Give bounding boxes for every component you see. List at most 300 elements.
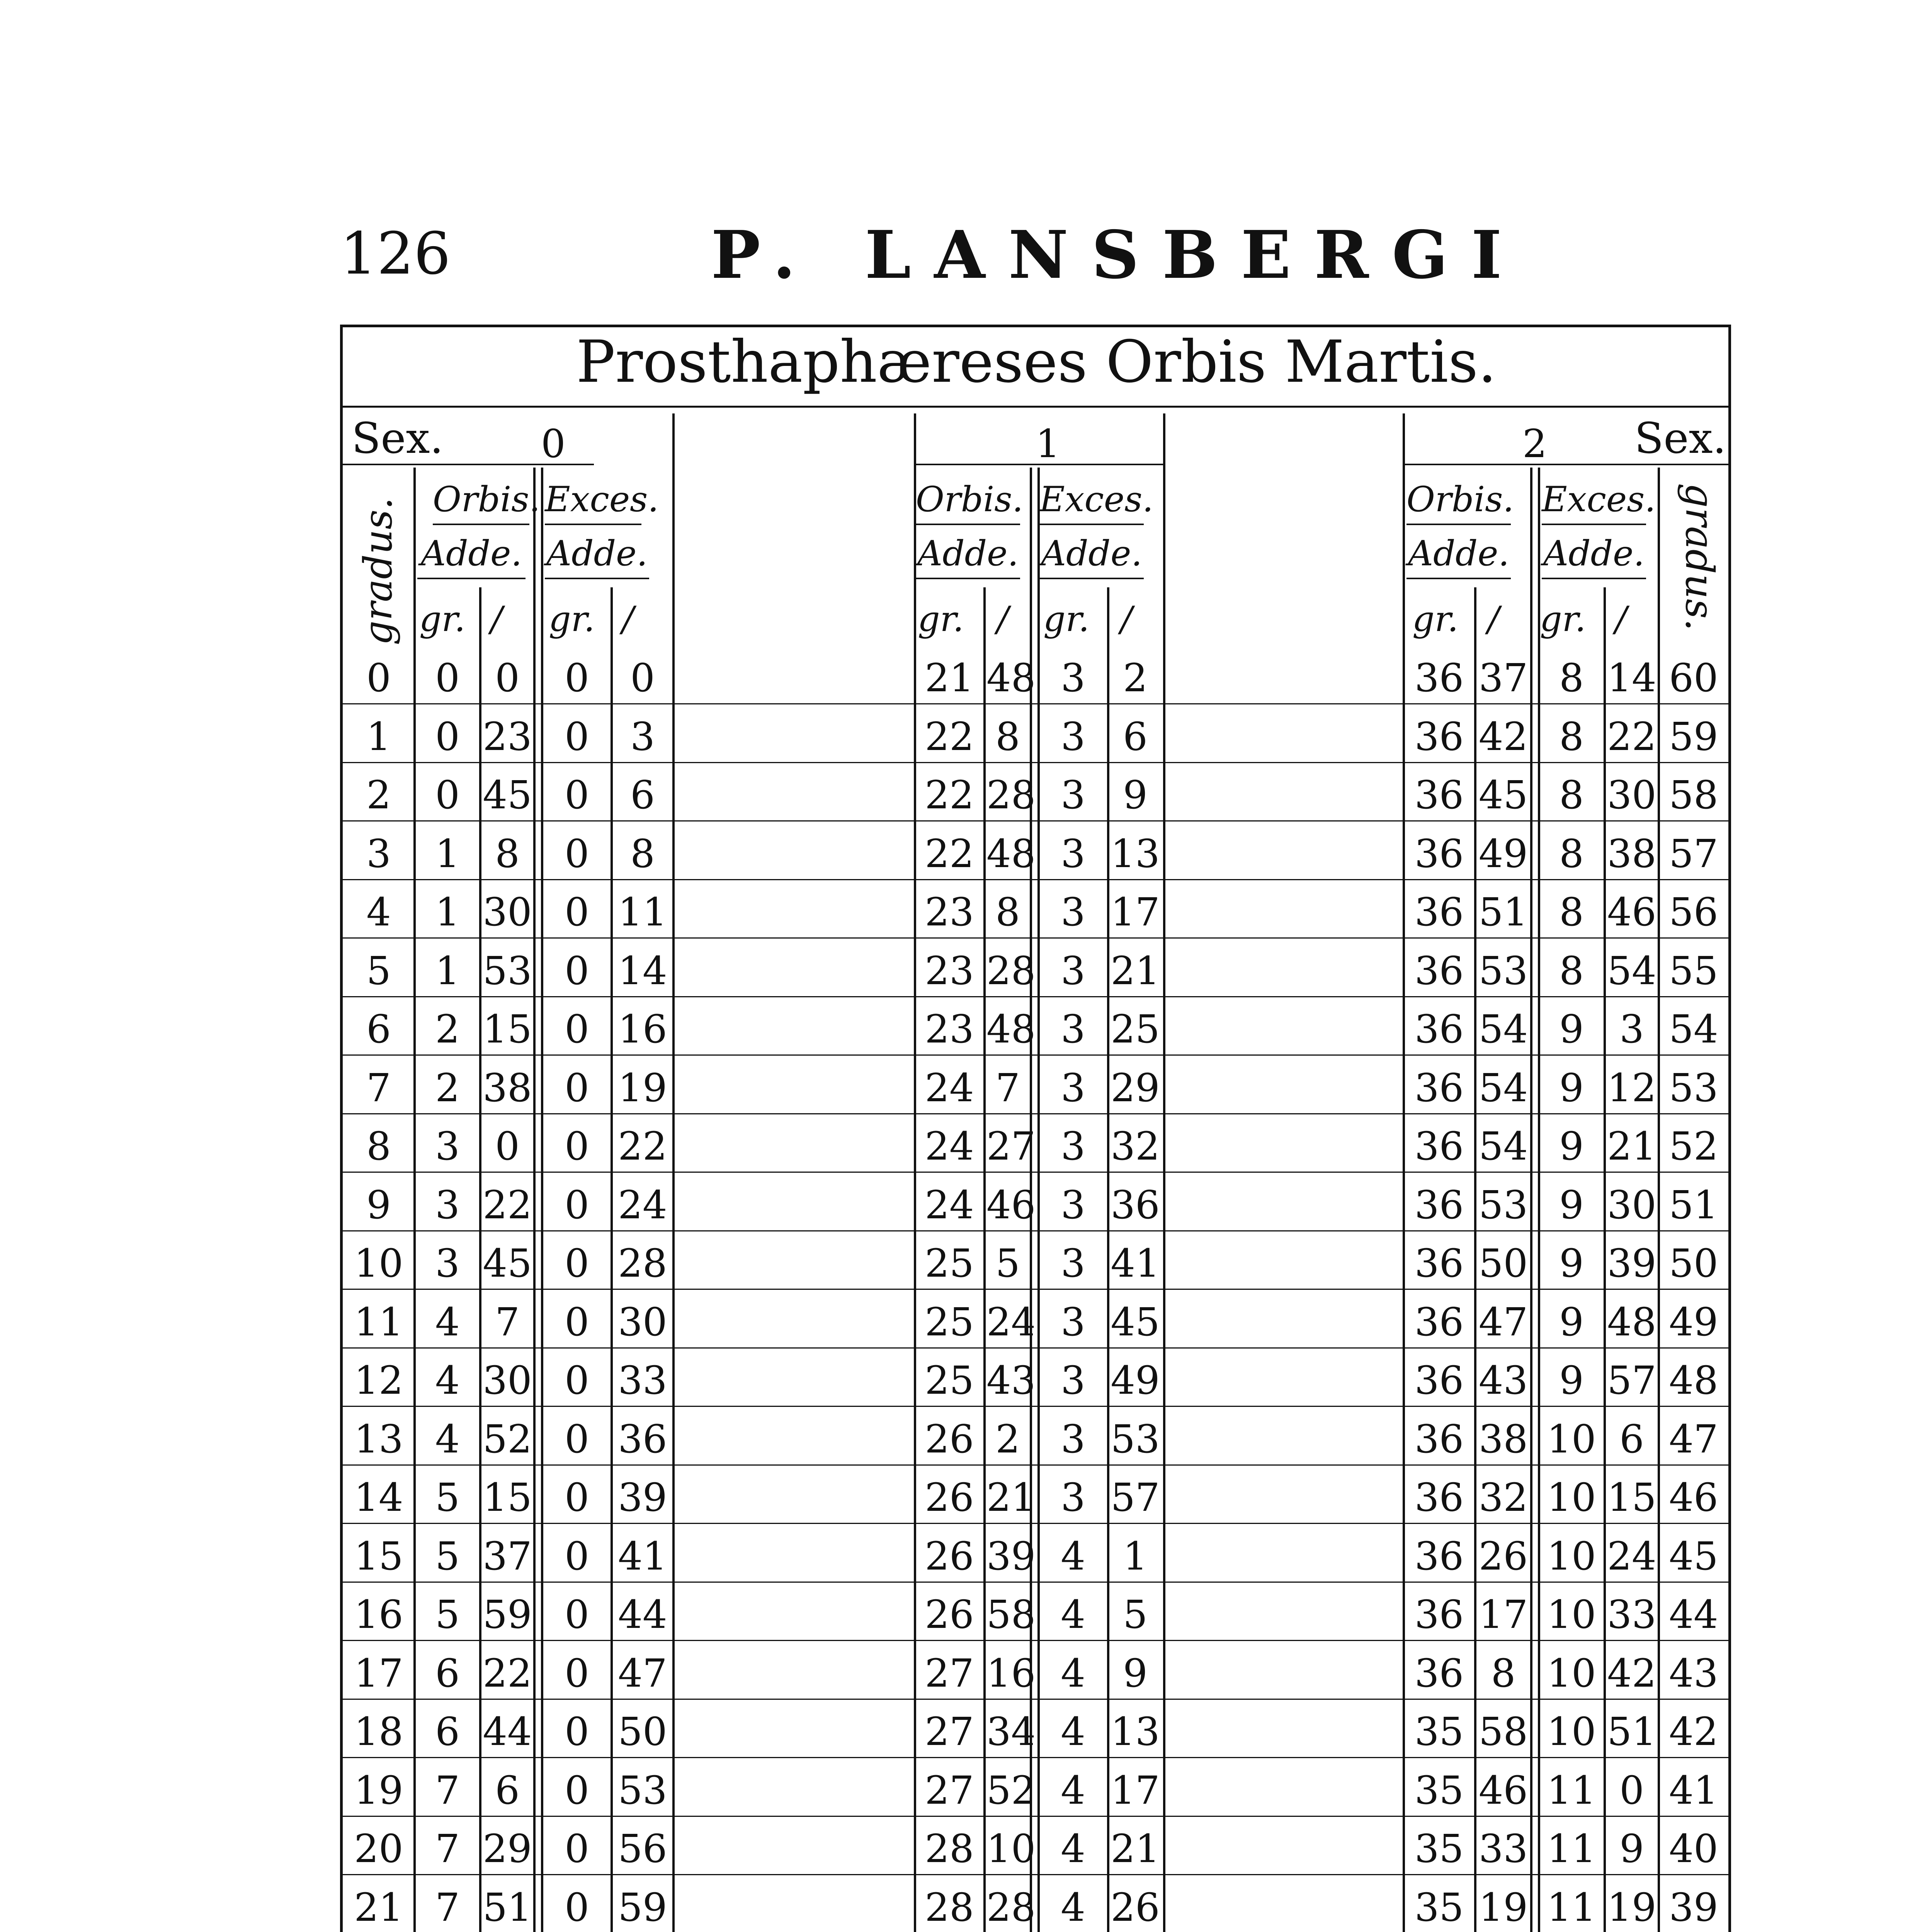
value-cell: 8 [995, 889, 1020, 935]
value-cell: 25 [925, 1299, 974, 1345]
value-cell: 6 [435, 1709, 460, 1754]
value-cell: 7 [435, 1767, 460, 1813]
degree-left-cell: 4 [366, 889, 391, 935]
value-cell: 24 [925, 1182, 974, 1228]
value-cell: 0 [565, 1826, 589, 1871]
value-cell: 0 [565, 714, 589, 759]
min-header: / [1121, 599, 1133, 639]
value-cell: 54 [1478, 1124, 1528, 1169]
value-cell: 3 [435, 1241, 460, 1286]
sex-rule-left [343, 464, 594, 465]
value-cell: 9 [1619, 1826, 1644, 1871]
row-rule [343, 703, 1730, 704]
degree-left-cell: 0 [366, 655, 391, 701]
value-cell: 36 [1414, 655, 1464, 701]
col-rule [672, 413, 675, 1932]
value-cell: 30 [618, 1299, 667, 1345]
value-cell: 37 [483, 1533, 532, 1579]
value-cell: 17 [1111, 1767, 1160, 1813]
value-cell: 0 [565, 1241, 589, 1286]
value-cell: 26 [1478, 1533, 1528, 1579]
value-cell: 50 [618, 1709, 667, 1754]
value-cell: 28 [986, 772, 1036, 818]
value-cell: 15 [483, 1475, 532, 1520]
col-rule [1538, 468, 1540, 1932]
degree-right-cell: 59 [1669, 714, 1718, 759]
value-cell: 1 [435, 948, 460, 993]
value-cell: 28 [618, 1241, 667, 1286]
value-cell: 0 [565, 1299, 589, 1345]
value-cell: 0 [630, 655, 655, 701]
row-rule [343, 996, 1730, 997]
value-cell: 44 [618, 1592, 667, 1637]
row-rule [343, 1757, 1730, 1758]
value-cell: 46 [1478, 1767, 1528, 1813]
value-cell: 5 [435, 1475, 460, 1520]
value-cell: 52 [483, 1416, 532, 1462]
value-cell: 11 [618, 889, 667, 935]
value-cell: 15 [1607, 1475, 1656, 1520]
value-cell: 11 [1547, 1884, 1596, 1930]
value-cell: 0 [565, 1416, 589, 1462]
value-cell: 44 [483, 1709, 532, 1754]
value-cell: 21 [986, 1475, 1036, 1520]
value-cell: 39 [1607, 1241, 1656, 1286]
value-cell: 6 [1619, 1416, 1644, 1462]
value-cell: 34 [986, 1709, 1036, 1754]
value-cell: 36 [1414, 1065, 1464, 1111]
degree-right-cell: 50 [1669, 1241, 1718, 1286]
value-cell: 25 [1111, 1007, 1160, 1052]
adde-orbis-0: Adde. [417, 533, 526, 579]
value-cell: 26 [925, 1475, 974, 1520]
value-cell: 22 [483, 1182, 532, 1228]
value-cell: 35 [1414, 1767, 1464, 1813]
value-cell: 14 [1607, 655, 1656, 701]
value-cell: 50 [1478, 1241, 1528, 1286]
value-cell: 0 [435, 655, 460, 701]
value-cell: 45 [483, 772, 532, 818]
value-cell: 9 [1559, 1065, 1584, 1111]
value-cell: 28 [925, 1884, 974, 1930]
degree-left-cell: 6 [366, 1007, 391, 1052]
value-cell: 35 [1414, 1709, 1464, 1754]
value-cell: 27 [925, 1767, 974, 1813]
degree-right-cell: 41 [1669, 1767, 1718, 1813]
value-cell: 9 [1559, 1299, 1584, 1345]
degree-right-cell: 49 [1669, 1299, 1718, 1345]
row-rule [343, 1172, 1730, 1173]
min-header: / [622, 599, 634, 639]
sex-rule-right [1403, 464, 1731, 465]
value-cell: 8 [1559, 772, 1584, 818]
value-cell: 0 [565, 831, 589, 876]
col-rule [611, 587, 613, 1932]
value-cell: 53 [1111, 1416, 1160, 1462]
value-cell: 58 [986, 1592, 1036, 1637]
value-cell: 42 [1607, 1650, 1656, 1696]
col-rule [541, 468, 543, 1932]
value-cell: 5 [1123, 1592, 1148, 1637]
value-cell: 59 [483, 1592, 532, 1637]
row-rule [343, 879, 1730, 880]
row-rule [343, 762, 1730, 763]
degree-right-cell: 53 [1669, 1065, 1718, 1111]
min-header: / [997, 599, 1009, 639]
value-cell: 36 [1414, 1124, 1464, 1169]
degree-right-cell: 43 [1669, 1650, 1718, 1696]
row-rule [343, 1113, 1730, 1114]
value-cell: 3 [1061, 1182, 1085, 1228]
value-cell: 3 [1061, 948, 1085, 993]
value-cell: 58 [1478, 1709, 1528, 1754]
value-cell: 45 [1478, 772, 1528, 818]
value-cell: 6 [1123, 714, 1148, 759]
row-rule [343, 1464, 1730, 1466]
value-cell: 0 [565, 1065, 589, 1111]
value-cell: 0 [565, 772, 589, 818]
value-cell: 4 [1061, 1592, 1085, 1637]
value-cell: 3 [1061, 1475, 1085, 1520]
value-cell: 39 [986, 1533, 1036, 1579]
value-cell: 52 [986, 1767, 1036, 1813]
value-cell: 8 [1559, 889, 1584, 935]
row-rule [343, 1289, 1730, 1290]
value-cell: 24 [925, 1065, 974, 1111]
value-cell: 45 [483, 1241, 532, 1286]
value-cell: 41 [618, 1533, 667, 1579]
value-cell: 3 [1619, 1007, 1644, 1052]
row-rule [343, 820, 1730, 821]
degree-left-cell: 5 [366, 948, 391, 993]
value-cell: 4 [1061, 1826, 1085, 1871]
value-cell: 24 [1607, 1533, 1656, 1579]
value-cell: 30 [1607, 1182, 1656, 1228]
degree-right-cell: 55 [1669, 948, 1718, 993]
value-cell: 48 [986, 831, 1036, 876]
degree-left-cell: 16 [354, 1592, 403, 1637]
value-cell: 22 [925, 714, 974, 759]
value-cell: 10 [1547, 1416, 1596, 1462]
degree-left-cell: 11 [354, 1299, 403, 1345]
degree-right-cell: 48 [1669, 1358, 1718, 1403]
value-cell: 42 [1478, 714, 1528, 759]
adde-exces-0: Adde. [545, 533, 649, 579]
value-cell: 17 [1478, 1592, 1528, 1637]
degree-left-cell: 14 [354, 1475, 403, 1520]
value-cell: 25 [925, 1241, 974, 1286]
degree-left-cell: 18 [354, 1709, 403, 1754]
value-cell: 7 [495, 1299, 520, 1345]
degree-right-cell: 45 [1669, 1533, 1718, 1579]
value-cell: 51 [483, 1884, 532, 1930]
value-cell: 36 [1414, 1533, 1464, 1579]
value-cell: 3 [435, 1182, 460, 1228]
row-rule [343, 1054, 1730, 1056]
degree-right-cell: 44 [1669, 1592, 1718, 1637]
value-cell: 10 [1547, 1533, 1596, 1579]
value-cell: 38 [483, 1065, 532, 1111]
value-cell: 28 [986, 1884, 1036, 1930]
gr-header: gr. [1043, 599, 1090, 639]
degree-left-cell: 15 [354, 1533, 403, 1579]
value-cell: 36 [1414, 831, 1464, 876]
value-cell: 19 [618, 1065, 667, 1111]
value-cell: 9 [1123, 772, 1148, 818]
row-rule [343, 1816, 1730, 1817]
value-cell: 26 [925, 1592, 974, 1637]
value-cell: 2 [1123, 655, 1148, 701]
value-cell: 24 [986, 1299, 1036, 1345]
value-cell: 25 [925, 1358, 974, 1403]
row-rule [343, 1699, 1730, 1700]
value-cell: 26 [925, 1416, 974, 1462]
value-cell: 3 [1061, 655, 1085, 701]
col-rule [1163, 413, 1165, 1932]
value-cell: 4 [1061, 1650, 1085, 1696]
value-cell: 5 [435, 1533, 460, 1579]
degree-right-cell: 39 [1669, 1884, 1718, 1930]
value-cell: 30 [483, 1358, 532, 1403]
value-cell: 0 [565, 1650, 589, 1696]
value-cell: 8 [1491, 1650, 1516, 1696]
value-cell: 8 [1559, 714, 1584, 759]
col-rule [479, 587, 481, 1932]
col-rule [1474, 587, 1476, 1932]
degree-left-cell: 17 [354, 1650, 403, 1696]
value-cell: 0 [565, 1767, 589, 1813]
value-cell: 21 [1607, 1124, 1656, 1169]
degree-right-cell: 40 [1669, 1826, 1718, 1871]
orbis-header-2: Orbis. [1406, 479, 1511, 525]
value-cell: 46 [1607, 889, 1656, 935]
value-cell: 10 [1547, 1709, 1596, 1754]
value-cell: 0 [565, 1592, 589, 1637]
value-cell: 0 [565, 1709, 589, 1754]
value-cell: 59 [618, 1884, 667, 1930]
value-cell: 46 [986, 1182, 1036, 1228]
degree-right-cell: 42 [1669, 1709, 1718, 1754]
value-cell: 23 [925, 1007, 974, 1052]
value-cell: 0 [435, 772, 460, 818]
value-cell: 29 [483, 1826, 532, 1871]
value-cell: 39 [618, 1475, 667, 1520]
row-rule [343, 1406, 1730, 1407]
page-number: 126 [340, 220, 451, 287]
col-rule [1658, 468, 1660, 1932]
value-cell: 3 [1061, 1241, 1085, 1286]
value-cell: 0 [435, 714, 460, 759]
degree-left-cell: 9 [366, 1182, 391, 1228]
gr-header: gr. [918, 599, 964, 639]
value-cell: 9 [1559, 1124, 1584, 1169]
gradus-label-right: gradus. [1677, 483, 1722, 631]
value-cell: 8 [1559, 948, 1584, 993]
value-cell: 6 [435, 1650, 460, 1696]
gr-header: gr. [1412, 599, 1459, 639]
min-header: / [1615, 599, 1627, 639]
degree-left-cell: 21 [354, 1884, 403, 1930]
value-cell: 6 [495, 1767, 520, 1813]
value-cell: 43 [986, 1358, 1036, 1403]
min-header: / [491, 599, 503, 639]
value-cell: 1 [435, 889, 460, 935]
value-cell: 38 [1478, 1416, 1528, 1462]
value-cell: 10 [1547, 1592, 1596, 1637]
value-cell: 3 [1061, 831, 1085, 876]
value-cell: 43 [1478, 1358, 1528, 1403]
value-cell: 21 [1111, 948, 1160, 993]
degree-right-cell: 52 [1669, 1124, 1718, 1169]
orbis-header-1: Orbis. [916, 479, 1020, 525]
value-cell: 0 [565, 889, 589, 935]
exces-header-2: Exces. [1542, 479, 1646, 525]
value-cell: 29 [1111, 1065, 1160, 1111]
degree-left-cell: 20 [354, 1826, 403, 1871]
value-cell: 54 [1478, 1007, 1528, 1052]
value-cell: 0 [565, 1007, 589, 1052]
value-cell: 41 [1111, 1241, 1160, 1286]
value-cell: 4 [435, 1416, 460, 1462]
sex-label-top-left: Sex. [352, 413, 444, 463]
degree-left-cell: 13 [354, 1416, 403, 1462]
degree-right-cell: 56 [1669, 889, 1718, 935]
col-rule [1037, 468, 1040, 1932]
degree-left-cell: 12 [354, 1358, 403, 1403]
value-cell: 3 [1061, 1007, 1085, 1052]
value-cell: 3 [1061, 772, 1085, 818]
value-cell: 36 [1414, 1650, 1464, 1696]
value-cell: 33 [1607, 1592, 1656, 1637]
value-cell: 24 [925, 1124, 974, 1169]
value-cell: 4 [1061, 1533, 1085, 1579]
row-rule [343, 937, 1730, 939]
value-cell: 4 [435, 1299, 460, 1345]
value-cell: 9 [1559, 1241, 1584, 1286]
value-cell: 8 [495, 831, 520, 876]
value-cell: 35 [1414, 1826, 1464, 1871]
gr-header: gr. [1540, 599, 1586, 639]
value-cell: 0 [495, 655, 520, 701]
value-cell: 49 [1478, 831, 1528, 876]
value-cell: 7 [435, 1826, 460, 1871]
col-rule [983, 587, 986, 1932]
value-cell: 30 [1607, 772, 1656, 818]
degree-right-cell: 47 [1669, 1416, 1718, 1462]
value-cell: 47 [618, 1650, 667, 1696]
value-cell: 16 [618, 1007, 667, 1052]
value-cell: 3 [1061, 889, 1085, 935]
value-cell: 22 [925, 831, 974, 876]
value-cell: 45 [1111, 1299, 1160, 1345]
value-cell: 4 [1061, 1709, 1085, 1754]
value-cell: 13 [1111, 1709, 1160, 1754]
value-cell: 0 [565, 1475, 589, 1520]
value-cell: 32 [1478, 1475, 1528, 1520]
value-cell: 47 [1478, 1299, 1528, 1345]
value-cell: 48 [986, 655, 1036, 701]
value-cell: 56 [618, 1826, 667, 1871]
value-cell: 8 [630, 831, 655, 876]
value-cell: 0 [565, 1533, 589, 1579]
value-cell: 36 [1414, 1416, 1464, 1462]
value-cell: 23 [925, 948, 974, 993]
value-cell: 0 [1619, 1767, 1644, 1813]
value-cell: 16 [986, 1650, 1036, 1696]
value-cell: 3 [1061, 1299, 1085, 1345]
value-cell: 0 [565, 1124, 589, 1169]
value-cell: 4 [1061, 1884, 1085, 1930]
adde-exces-1: Adde. [1039, 533, 1144, 579]
value-cell: 8 [1559, 831, 1584, 876]
value-cell: 53 [1478, 948, 1528, 993]
value-cell: 1 [1123, 1533, 1148, 1579]
value-cell: 53 [1478, 1182, 1528, 1228]
value-cell: 0 [565, 1884, 589, 1930]
col-rule [914, 413, 916, 1932]
value-cell: 26 [1111, 1884, 1160, 1930]
value-cell: 7 [995, 1065, 1020, 1111]
value-cell: 23 [483, 714, 532, 759]
value-cell: 0 [565, 1182, 589, 1228]
value-cell: 51 [1478, 889, 1528, 935]
value-cell: 36 [1414, 714, 1464, 759]
row-rule [343, 1582, 1730, 1583]
value-cell: 3 [1061, 1065, 1085, 1111]
value-cell: 9 [1123, 1650, 1148, 1696]
value-cell: 9 [1559, 1182, 1584, 1228]
value-cell: 36 [618, 1416, 667, 1462]
value-cell: 54 [1607, 948, 1656, 993]
row-rule [343, 1230, 1730, 1231]
col-rule [533, 468, 536, 1932]
col-rule [1604, 587, 1606, 1932]
value-cell: 23 [925, 889, 974, 935]
value-cell: 21 [1111, 1826, 1160, 1871]
value-cell: 53 [483, 948, 532, 993]
value-cell: 54 [1478, 1065, 1528, 1111]
value-cell: 36 [1414, 1182, 1464, 1228]
value-cell: 8 [995, 714, 1020, 759]
value-cell: 48 [1607, 1299, 1656, 1345]
value-cell: 22 [1607, 714, 1656, 759]
value-cell: 49 [1111, 1358, 1160, 1403]
value-cell: 9 [1559, 1358, 1584, 1403]
value-cell: 8 [1559, 655, 1584, 701]
value-cell: 1 [435, 831, 460, 876]
value-cell: 2 [435, 1007, 460, 1052]
degree-right-cell: 60 [1669, 655, 1718, 701]
exces-header-0: Exces. [545, 479, 641, 525]
value-cell: 35 [1414, 1884, 1464, 1930]
adde-orbis-2: Adde. [1406, 533, 1511, 579]
value-cell: 3 [1061, 1358, 1085, 1403]
value-cell: 3 [435, 1124, 460, 1169]
running-head: P. LANSBERGI [711, 216, 1525, 294]
value-cell: 27 [925, 1709, 974, 1754]
degree-right-cell: 51 [1669, 1182, 1718, 1228]
value-cell: 11 [1547, 1826, 1596, 1871]
value-cell: 12 [1607, 1065, 1656, 1111]
value-cell: 27 [925, 1650, 974, 1696]
gradus-label-left: gradus. [355, 497, 401, 645]
value-cell: 48 [986, 1007, 1036, 1052]
exces-header-1: Exces. [1039, 479, 1144, 525]
value-cell: 36 [1414, 1241, 1464, 1286]
table-title: Prosthaphæreses Orbis Martis. [576, 328, 1497, 396]
value-cell: 36 [1111, 1182, 1160, 1228]
value-cell: 4 [1061, 1767, 1085, 1813]
